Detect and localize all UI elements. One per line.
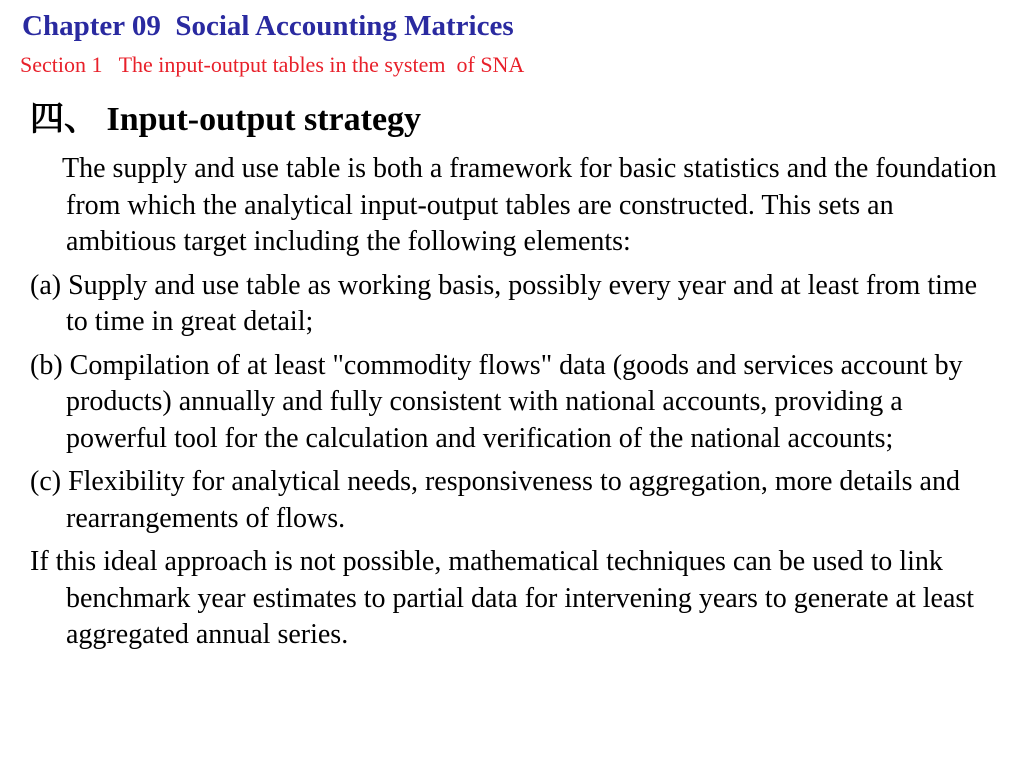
section-heading: 四、 Input-output strategy	[30, 101, 422, 138]
list-item-text: Supply and use table as working basis, possibly every year and at least from time to time in great detail;	[66, 269, 978, 337]
closing-paragraph: If this ideal approach is not possible, mathematical techniques can be used to link benchmark year estimates to partial data for intervening years to generate at least aggregated annual series.	[30, 546, 975, 650]
body-text	[30, 151, 1002, 661]
list-item-label: (a)	[30, 269, 69, 301]
intro-paragraph: The supply and use table is both a framework for basic statistics and the foundation from which the analytical input-output tables are constructed. This sets an ambitious target including the following elements:	[62, 153, 997, 257]
list-item-text: Flexibility for analytical needs, responsiveness to aggregation, more details and rearrangements of flows.	[66, 466, 960, 534]
list-item-c	[30, 464, 1002, 537]
chapter-title: Chapter 09 Social Accounting Matrices	[22, 10, 514, 42]
list-item-label: (b)	[30, 349, 70, 381]
list-item-a	[30, 268, 1002, 341]
list-item-label: (c)	[30, 466, 69, 497]
list-item-b	[30, 348, 1002, 458]
section-title: Section 1 The input-output tables in the system of SNA	[20, 52, 525, 77]
list-item-text: Compilation of at least "commodity flows" data (goods and services account by products) annually and fully consistent with national accounts, providing a powerful tool for the calculation and verification of the national accounts;	[66, 349, 963, 454]
